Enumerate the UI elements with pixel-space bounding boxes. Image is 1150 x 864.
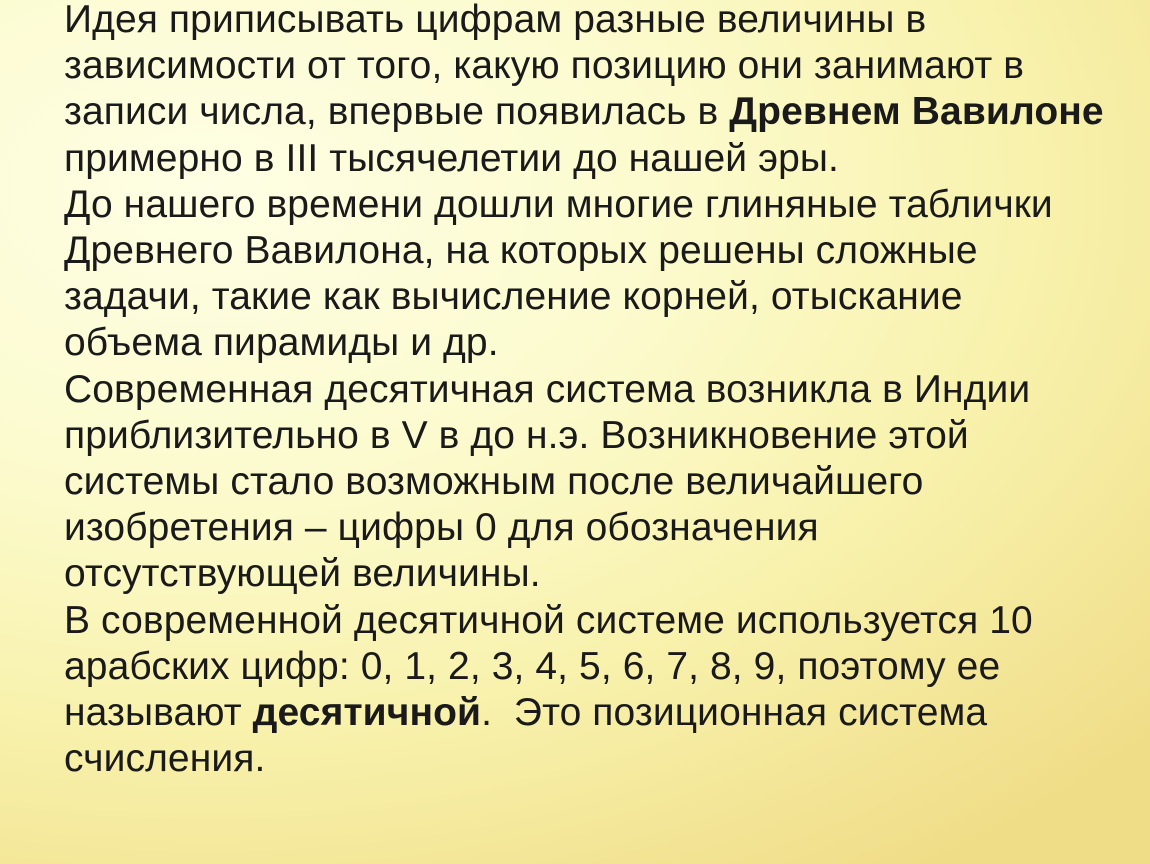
text-fragment: записи числа, впервые появилась в bbox=[64, 90, 730, 134]
text-line: счисления. bbox=[64, 737, 266, 781]
text-line: До нашего времени дошли многие глиняные таблички bbox=[64, 182, 1053, 226]
text-line: задачи, такие как вычисление корней, отыскание bbox=[64, 275, 963, 319]
text-line: зависимости от того, какую позицию они занимают в bbox=[64, 44, 1025, 88]
paragraph-decimal-system bbox=[64, 598, 1124, 783]
text-line bbox=[64, 690, 1124, 736]
text-line: Современная десятичная система возникла в Индии bbox=[64, 367, 1031, 411]
text-line: приблизительно в V в до н.э. Возникновение этой bbox=[64, 413, 969, 457]
text-fragment: . Это позиционная система bbox=[481, 691, 988, 735]
text-line: изобретения – цифры 0 для обозначения bbox=[64, 506, 819, 550]
text-line: Древнего Вавилона, на которых решены сложные bbox=[64, 229, 978, 273]
emphasis-ancient-babylon: Древнем Вавилоне bbox=[729, 90, 1104, 134]
emphasis-decimal: десятичной bbox=[252, 691, 482, 735]
text-line: арабских цифр: 0, 1, 2, 3, 4, 5, 6, 7, 8, 9, поэтому ее bbox=[64, 644, 1001, 688]
paragraph-babylon bbox=[64, 0, 1124, 182]
text-line bbox=[64, 89, 1124, 135]
text-line: отсутствующей величины. bbox=[64, 552, 541, 596]
paragraph-clay-tablets bbox=[64, 182, 1124, 367]
text-line: Идея приписывать цифрам разные величины в bbox=[64, 0, 927, 41]
slide-text bbox=[64, 0, 1124, 782]
paragraph-india bbox=[64, 367, 1124, 598]
text-fragment: называют bbox=[64, 691, 253, 735]
text-line: В современной десятичной системе используется 10 bbox=[64, 598, 1033, 642]
text-line: объема пирамиды и др. bbox=[64, 321, 499, 365]
text-line: примерно в III тысячелетии до нашей эры. bbox=[64, 136, 839, 180]
text-line: системы стало возможным после величайшего bbox=[64, 460, 924, 504]
